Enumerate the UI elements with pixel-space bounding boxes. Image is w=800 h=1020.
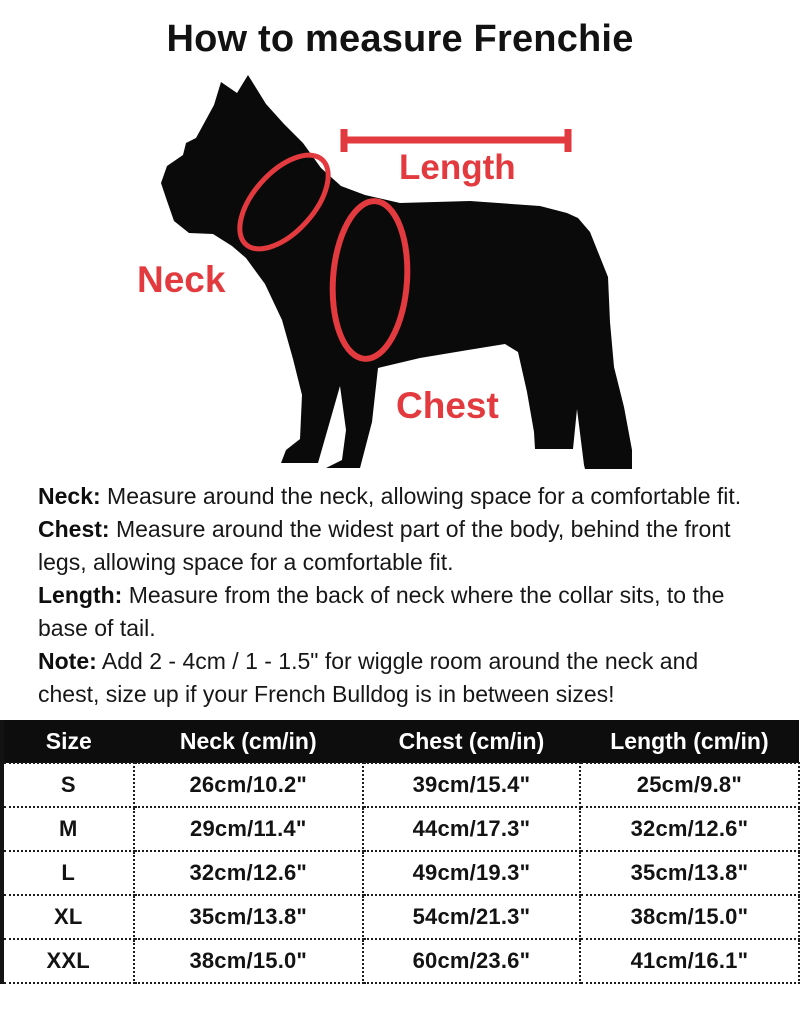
instruction-neck-label: Neck: [38, 483, 101, 509]
measuring-diagram [0, 62, 800, 477]
length-label: Length [399, 148, 516, 187]
table-cell-size: M [2, 807, 134, 851]
table-cell-neck: 32cm/12.6" [134, 851, 364, 895]
table-header-length: Length (cm/in) [580, 720, 799, 763]
table-cell-neck: 29cm/11.4" [134, 807, 364, 851]
table-cell-size: XL [2, 895, 134, 939]
table-cell-neck: 35cm/13.8" [134, 895, 364, 939]
table-cell-size: XXL [2, 939, 134, 983]
instruction-neck-text: Measure around the neck, allowing space for a comfortable fit. [100, 483, 742, 509]
table-cell-length: 38cm/15.0" [580, 895, 799, 939]
table-row [2, 939, 799, 983]
table-cell-neck: 38cm/15.0" [134, 939, 364, 983]
table-cell-size: L [2, 851, 134, 895]
table-cell-chest: 44cm/17.3" [363, 807, 580, 851]
chest-label: Chest [396, 385, 499, 426]
instruction-note-label: Note: [38, 648, 97, 674]
instruction-note-text: Add 2 - 4cm / 1 - 1.5" for wiggle room around the neck and chest, size up if your French Bulldog is in between sizes! [38, 648, 699, 707]
instruction-chest-label: Chest: [38, 516, 110, 542]
page-title: How to measure Frenchie [166, 18, 634, 60]
table-cell-chest: 39cm/15.4" [363, 763, 580, 807]
table-cell-chest: 54cm/21.3" [363, 895, 580, 939]
table-row [2, 763, 799, 807]
table-header-chest: Chest (cm/in) [363, 720, 580, 763]
table-row [2, 851, 799, 895]
instruction-length [38, 579, 758, 645]
instruction-chest [38, 513, 758, 579]
table-cell-chest: 60cm/23.6" [363, 939, 580, 983]
instruction-length-label: Length: [38, 582, 123, 608]
measuring-instructions [0, 477, 800, 711]
table-cell-size: S [2, 763, 134, 807]
neck-label: Neck [137, 259, 226, 300]
table-row [2, 807, 799, 851]
table-header-row [2, 720, 799, 763]
table-row [2, 895, 799, 939]
instruction-neck [38, 480, 758, 513]
instruction-length-text: Measure from the back of neck where the collar sits, to the base of tail. [38, 582, 725, 641]
table-header-size: Size [2, 720, 134, 763]
table-cell-length: 41cm/16.1" [580, 939, 799, 983]
table-cell-chest: 49cm/19.3" [363, 851, 580, 895]
table-cell-length: 32cm/12.6" [580, 807, 799, 851]
table-header-neck: Neck (cm/in) [134, 720, 364, 763]
instruction-chest-text: Measure around the widest part of the body, behind the front legs, allowing space for a comfortable fit. [38, 516, 731, 575]
size-table [0, 720, 800, 984]
table-cell-neck: 26cm/10.2" [134, 763, 364, 807]
table-cell-length: 35cm/13.8" [580, 851, 799, 895]
table-cell-length: 25cm/9.8" [580, 763, 799, 807]
instruction-note [38, 645, 758, 711]
